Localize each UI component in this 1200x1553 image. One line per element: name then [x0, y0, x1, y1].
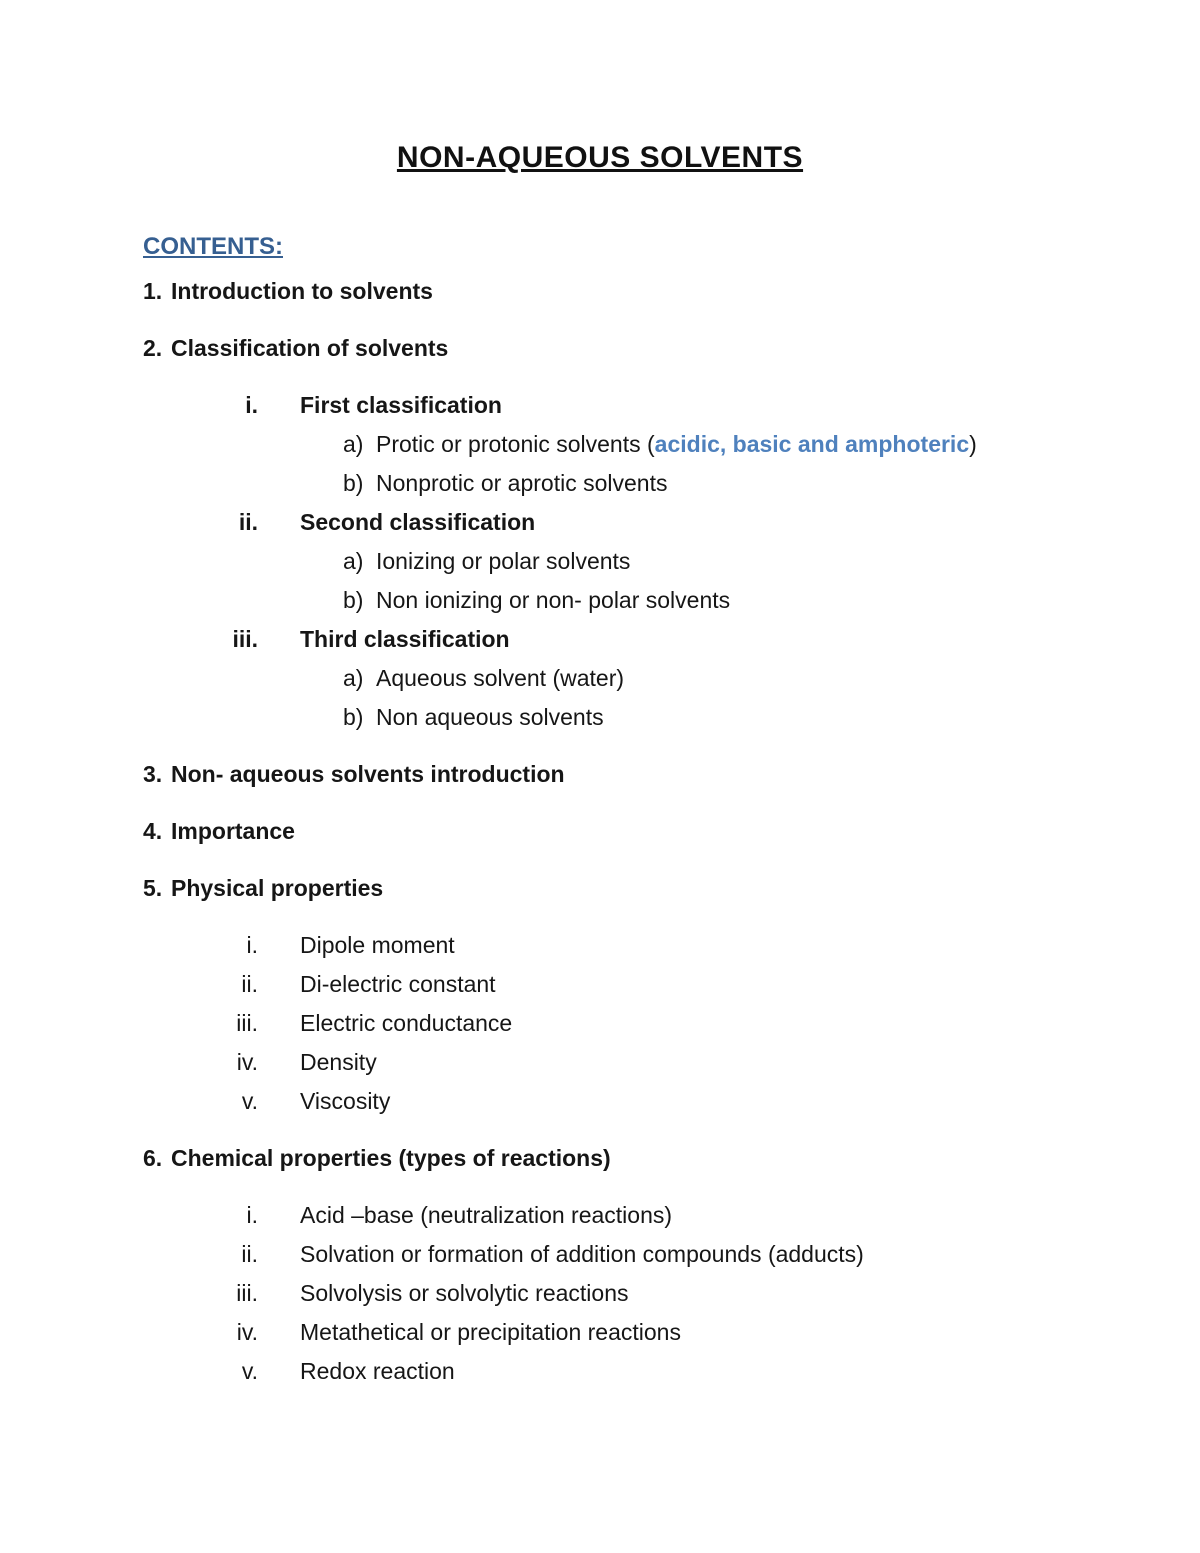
line-text: Redox reaction [300, 1358, 455, 1384]
line-number: iii. [236, 1010, 258, 1036]
line-text: Introduction to solvents [171, 278, 433, 304]
dipole-moment-item [143, 926, 1090, 965]
line-number: i. [246, 932, 258, 958]
line-number: ii. [241, 971, 258, 997]
toc-item-4 [143, 811, 1090, 851]
aqueous-solvent-item [143, 659, 1090, 698]
line-text: Second classification [300, 509, 536, 535]
line-text: Classification of solvents [171, 335, 449, 361]
line-text: Acid –base (neutralization reactions) [300, 1202, 673, 1228]
ionizing-solvents-item [143, 542, 1090, 581]
line-number: 1. [143, 278, 163, 304]
contents-heading: CONTENTS: [143, 233, 283, 260]
acid-base-item [143, 1196, 1090, 1235]
line-number: i. [246, 1202, 258, 1228]
highlight-text: acidic, basic and amphoteric [654, 431, 970, 457]
solvation-item [143, 1235, 1090, 1274]
dielectric-constant-item [143, 965, 1090, 1004]
chemical-properties-sublist [143, 1196, 1090, 1391]
line-number: b) [343, 704, 364, 730]
line-text: Solvation or formation of addition compounds (adducts) [300, 1241, 864, 1267]
toc-item-5 [143, 868, 1090, 908]
line-text: Non- aqueous solvents introduction [171, 761, 565, 787]
line-number: iii. [232, 626, 258, 652]
density-item [143, 1043, 1090, 1082]
viscosity-item [143, 1082, 1090, 1121]
document-body [0, 233, 1200, 1471]
line-number: iii. [236, 1280, 258, 1306]
line-text: Ionizing or polar solvents [376, 548, 631, 574]
line-text: Density [300, 1049, 377, 1075]
line-number: iv. [236, 1049, 258, 1075]
line-number: ii. [241, 1241, 258, 1267]
line-text-post: ) [969, 431, 977, 457]
line-text: Viscosity [300, 1088, 391, 1114]
physical-properties-sublist [143, 926, 1090, 1121]
line-number: iv. [236, 1319, 258, 1345]
second-classification [143, 503, 1090, 542]
line-text [376, 425, 977, 464]
line-text: Chemical properties (types of reactions) [171, 1145, 611, 1171]
line-number: b) [343, 470, 364, 496]
redox-reaction-item [143, 1352, 1090, 1391]
toc-item-3 [143, 754, 1090, 794]
line-text: Electric conductance [300, 1010, 513, 1036]
line-text: Non ionizing or non- polar solvents [376, 587, 731, 613]
line-number: a) [343, 548, 364, 574]
line-text: Dipole moment [300, 932, 455, 958]
line-text: Aqueous solvent (water) [376, 665, 625, 691]
line-text: Solvolysis or solvolytic reactions [300, 1280, 629, 1306]
solvolysis-item [143, 1274, 1090, 1313]
line-number: 4. [143, 818, 163, 844]
line-text: First classification [300, 392, 502, 418]
line-text: Di-electric constant [300, 971, 496, 997]
line-number: ii. [238, 509, 258, 535]
line-text-pre: Protic or protonic solvents ( [376, 431, 655, 457]
non-ionizing-solvents-item [143, 581, 1090, 620]
line-number: b) [343, 587, 364, 613]
line-text: Third classification [300, 626, 510, 652]
document-title: NON-AQUEOUS SOLVENTS [396, 141, 804, 174]
line-number: v. [241, 1358, 258, 1384]
line-number: 6. [143, 1145, 163, 1171]
line-number: 5. [143, 875, 163, 901]
first-classification [143, 386, 1090, 425]
toc-item-6 [143, 1138, 1090, 1178]
metathetical-item [143, 1313, 1090, 1352]
non-aqueous-solvent-item [143, 698, 1090, 737]
line-text: Metathetical or precipitation reactions [300, 1319, 681, 1345]
line-text: Non aqueous solvents [376, 704, 604, 730]
nonprotic-solvents-item [143, 464, 1090, 503]
line-text: Nonprotic or aprotic solvents [376, 470, 668, 496]
line-number: a) [343, 665, 364, 691]
classification-sublist [143, 386, 1090, 737]
electric-conductance-item [143, 1004, 1090, 1043]
protic-solvents-item [143, 425, 1090, 464]
third-classification [143, 620, 1090, 659]
line-number: 2. [143, 335, 163, 361]
toc-item-1 [143, 271, 1090, 311]
line-number: 3. [143, 761, 163, 787]
line-text: Importance [171, 818, 295, 844]
line-text: Physical properties [171, 875, 384, 901]
toc-item-2 [143, 328, 1090, 368]
line-number: i. [245, 392, 258, 418]
line-number: v. [241, 1088, 258, 1114]
line-number: a) [343, 431, 364, 457]
